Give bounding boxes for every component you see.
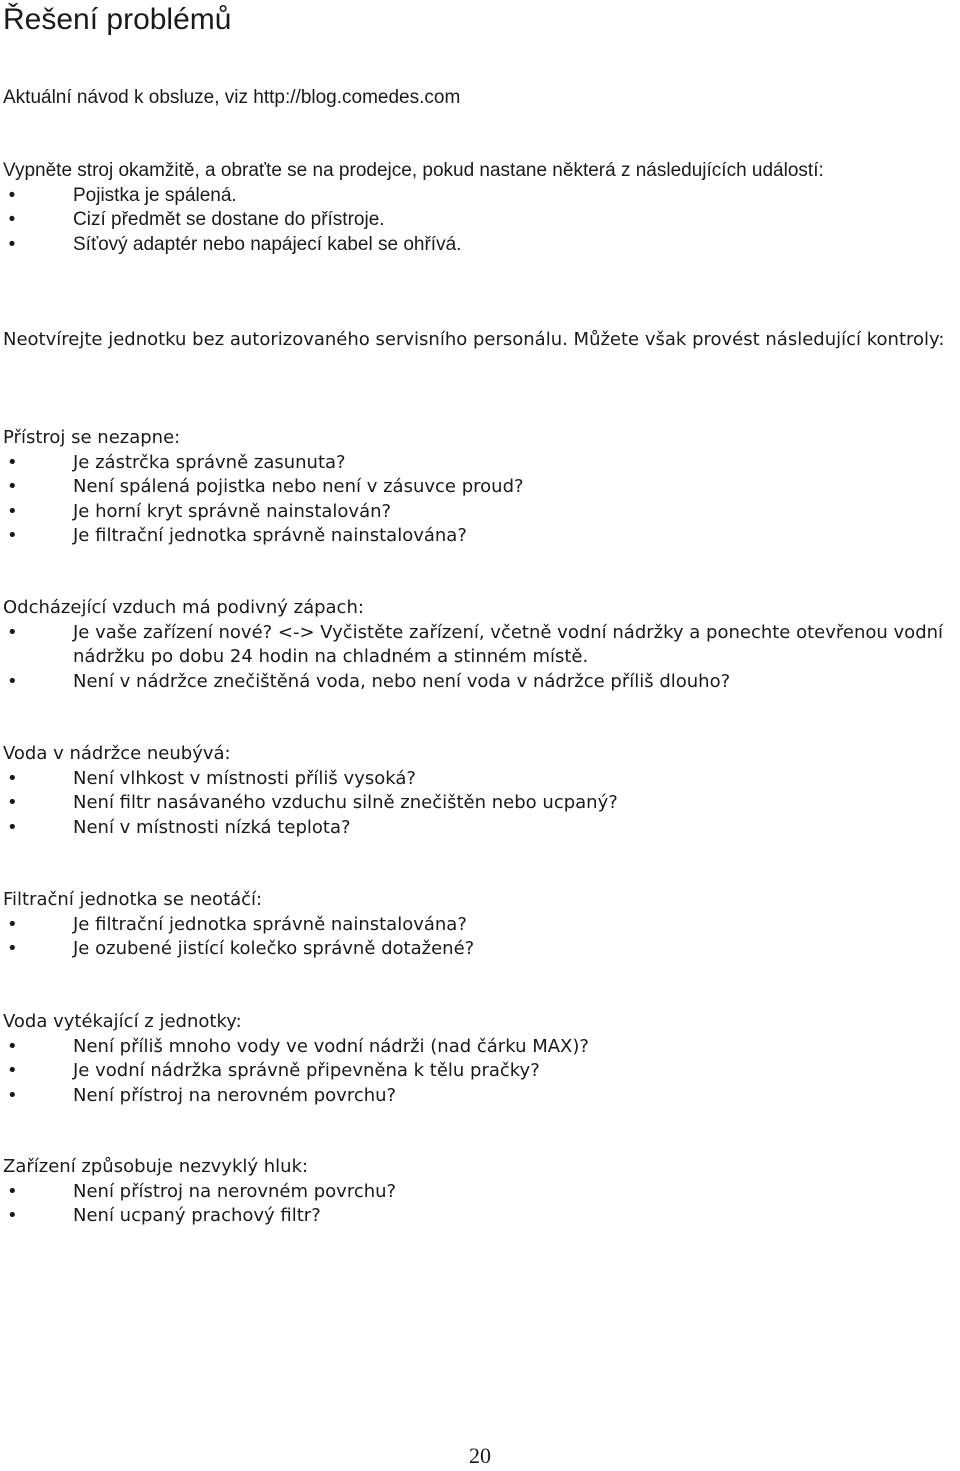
list-item [3,791,958,816]
bullet-icon: • [7,1180,18,1202]
list-item-text: Je filtrační jednotka správně nainstalována? [73,913,467,935]
bullet-icon: • [7,1205,18,1226]
list-item-text: Není v nádržce znečištěná voda, nebo není voda v nádržce příliš dlouho? [73,670,731,692]
list-item [3,1204,958,1229]
list-item-text: Není ucpaný prachový filtr? [73,1205,321,1226]
bullet-icon: • [7,476,18,497]
bullet-icon: • [7,451,18,473]
list-item-text: Není přístroj na nerovném povrchu? [73,1180,397,1202]
section-heading: Voda vytékající z jednotky: [3,1011,242,1032]
section-heading: Odcházející vzduch má podivný zápach: [3,597,364,618]
section-list [3,913,958,962]
list-item [3,1059,958,1084]
list-item [3,500,958,525]
list-item [3,208,958,233]
section-heading: Zařízení způsobuje nezvyklý hluk: [3,1156,309,1177]
section-heading: Filtrační jednotka se neotáčí: [3,889,263,910]
bullet-icon: • [7,621,18,643]
section-leak [3,1010,958,1108]
section-list [3,1035,958,1109]
page-number: 20 [469,1443,491,1468]
bullet-icon: • [7,1060,18,1081]
notice-text: Neotvírejte jednotku bez autorizovaného servisního personálu. Můžete však provést následující kontroly: [3,329,945,350]
bullet-icon: • [7,792,18,813]
list-item [3,913,958,938]
bullet-icon: • [8,233,16,255]
list-item-text: Je vaše zařízení nové? <-> Vyčistěte zařízení, včetně vodní nádržky a ponechte otevřenou vodní nádržku po dobu 24 hodin na chladném a stinném místě. [73,621,944,667]
warning-list [3,184,958,258]
list-item [3,621,958,670]
list-item-text: Není v místnosti nízká teplota? [73,816,351,838]
bullet-icon: • [8,209,16,230]
intro-text: Aktuální návod k obsluze, viz http://blog.comedes.com [3,87,461,108]
list-item [3,1035,958,1060]
bullet-icon: • [7,500,18,522]
bullet-icon: • [7,938,18,959]
list-item-text: Je ozubené jistící kolečko správně dotažené? [73,938,475,959]
list-item-text: Není příliš mnoho vody ve vodní nádrži (nad čárku MAX)? [73,1035,589,1057]
list-item [3,816,958,841]
bullet-icon: • [7,1084,18,1106]
bullet-icon: • [8,184,16,206]
section-list [3,451,958,549]
list-item [3,475,958,500]
list-item [3,767,958,792]
list-item-text: Není filtr nasávaného vzduchu silně znečištěn nebo ucpaný? [73,792,618,813]
section-odor [3,596,958,694]
bullet-icon: • [7,913,18,935]
list-item [3,451,958,476]
section-filter [3,888,958,962]
list-item-text: Je vodní nádržka správně připevněna k tělu pračky? [73,1060,540,1081]
bullet-icon: • [7,525,18,546]
list-item-text: Je filtrační jednotka správně nainstalována? [73,525,467,546]
bullet-icon: • [7,767,18,789]
list-item-text: Je zástrčka správně zasunuta? [73,451,346,473]
list-item-text: Je horní kryt správně nainstalován? [73,500,392,522]
list-item-text: Není přístroj na nerovném povrchu? [73,1084,397,1106]
list-item-text: Není spálená pojistka nebo není v zásuvce proud? [73,476,524,497]
list-item [3,937,958,962]
list-item-text: Pojistka je spálená. [73,184,237,206]
list-item-text: Cizí předmět se dostane do přístroje. [73,209,385,230]
list-item-text: Síťový adaptér nebo napájecí kabel se ohřívá. [73,233,462,255]
bullet-icon: • [7,670,18,692]
bullet-icon: • [7,1035,18,1057]
section-list [3,621,958,695]
list-item [3,1084,958,1109]
page-title: Řešení problémů [3,3,232,36]
list-item [3,184,958,209]
warning-block [3,159,958,257]
section-heading: Voda v nádržce neubývá: [3,743,231,764]
list-item [3,670,958,695]
warning-text: Vypněte stroj okamžitě, a obraťte se na prodejce, pokud nastane některá z následujících událostí: [3,160,824,181]
section-list [3,767,958,841]
section-water-level [3,742,958,840]
list-item-text: Není vlhkost v místnosti příliš vysoká? [73,767,416,789]
bullet-icon: • [7,816,18,838]
list-item [3,1180,958,1205]
list-item [3,233,958,258]
section-power [3,426,958,549]
section-list [3,1180,958,1229]
section-heading: Přístroj se nezapne: [3,427,181,448]
section-noise [3,1155,958,1229]
list-item [3,524,958,549]
